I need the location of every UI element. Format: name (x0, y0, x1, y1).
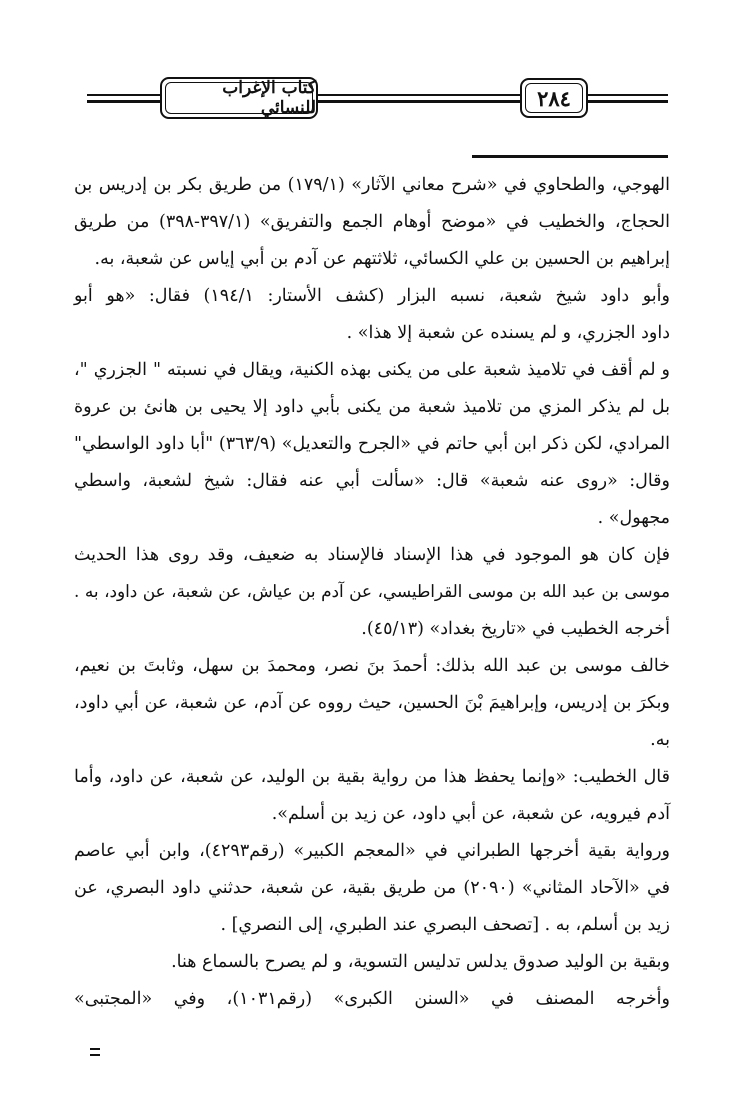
footnote-separator (472, 155, 668, 158)
page-number: ٢٨٤ (537, 85, 571, 111)
book-title-box (160, 77, 318, 119)
text-line: وقال: «روى عنه شعبة» قال: «سألت أبي عنه فقال: شيخ لشعبة، واسطي (74, 471, 670, 491)
text-line: و لم أقف في تلاميذ شعبة على من يكنى بهذه الكنية، ويقال في نسبته " الجزري "، (74, 360, 670, 380)
page-header (0, 0, 750, 140)
text-line: موسى بن عبد الله بن موسى القراطيسي، عن آدم بن عياش، عن شعبة، عن داود، به . (74, 581, 670, 601)
text-line: الهوجي، والطحاوي في «شرح معاني الآثار» (١٧٩/١) من طريق بكر بن إدريس بن (74, 175, 671, 195)
text-line: وبكرَ بن إدريس، وإبراهيمَ بْنَ الحسين، حيث رووه عن آدم، عن شعبة، عن أبي داود، (74, 693, 670, 713)
text-line: فإن كان هو الموجود في هذا الإسناد فالإسناد به ضعيف، وقد روى هذا الحديث (74, 545, 670, 565)
text-line: وبقية بن الوليد صدوق يدلس تدليس التسوية، و لم يصرح بالسماع هنا. (171, 952, 670, 972)
header-rule-left-bottom (87, 100, 163, 103)
text-line: آدم فيرويه، عن شعبة، عن أبي داود، عن زيد بن أسلم». (271, 804, 670, 824)
header-rule-middle-bottom (318, 100, 522, 103)
text-line: وأبو داود شيخ شعبة، نسبه البزار (كشف الأستار: ١٩٤/١) فقال: «هو أبو (74, 286, 670, 306)
text-line: الحجاج، والخطيب في «موضح أوهام الجمع والتفريق» (٣٩٧/١-٣٩٨) من طريق (74, 212, 670, 232)
book-title: كتاب الإغراب للنسائي (222, 78, 316, 118)
header-rule-left-top (87, 94, 163, 96)
page-number-box (520, 78, 588, 118)
continuation-mark (90, 1048, 100, 1056)
text-line: إبراهيم بن الحسين بن علي الكسائي، ثلاثتهم عن آدم بن أبي إياس عن شعبة، به. (94, 249, 670, 269)
text-line: بل لم يذكر المزي من تلاميذ شعبة من يكنى بأبي داود إلا يحيى بن هانئ بن عروة (74, 397, 670, 417)
text-line: خالف موسى بن عبد الله بذلك: أحمدَ بنَ نصر، ومحمدَ بن سهل، وثابتَ بن نعيم، (74, 656, 670, 676)
text-line: في «الآحاد المثاني» (٢٠٩٠) من طريق بقية، عن شعبة، حدثني داود البصري، عن (74, 878, 670, 898)
header-rule-right-top (588, 94, 668, 96)
header-rule-right-bottom (588, 100, 668, 103)
text-line: داود الجزري، و لم يسنده عن شعبة إلا هذا» . (346, 323, 670, 343)
text-line: أخرجه الخطيب في «تاريخ بغداد» (٤٥/١٣). (361, 619, 670, 639)
text-line: قال الخطيب: «وإنما يحفظ هذا من رواية بقية بن الوليد، عن شعبة، عن داود، وأما (74, 767, 670, 787)
text-line: به. (650, 730, 670, 750)
text-line: المرادي، لكن ذكر ابن أبي حاتم في «الجرح والتعديل» (٣٦٣/٩) "أبا داود الواسطي" (74, 434, 671, 454)
text-line: ورواية بقية أخرجها الطبراني في «المعجم الكبير» (رقم٤٢٩٣)، وابن أبي عاصم (74, 841, 670, 861)
text-line: زيد بن أسلم، به . [تصحف البصري عند الطبري، إلى النصري] . (220, 915, 670, 935)
header-rule-middle-top (318, 94, 522, 96)
text-line: مجهول» . (597, 508, 670, 528)
body-text (74, 168, 670, 1019)
text-line: وأخرجه المصنف في «السنن الكبرى» (رقم١٠٣١)، وفي «المجتبى» (74, 989, 670, 1009)
